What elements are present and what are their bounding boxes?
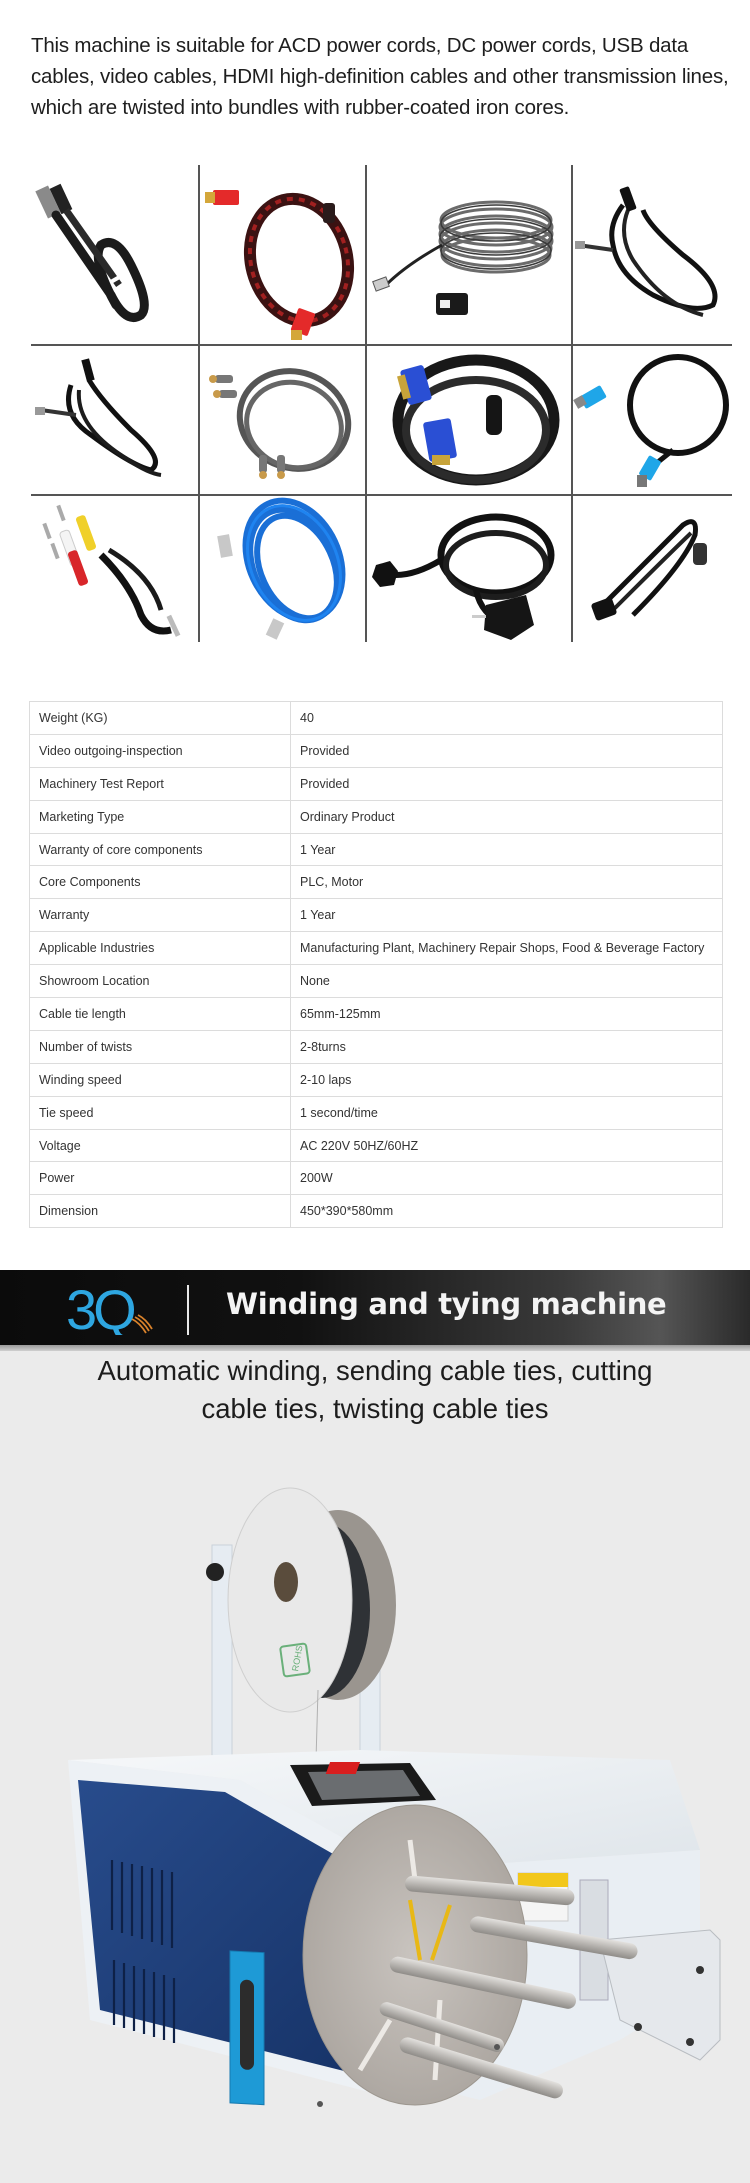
grid-divider (31, 344, 732, 346)
cable-image-usb-flat (31, 165, 198, 344)
svg-text:ROHS: ROHS (290, 1644, 305, 1673)
table-row (30, 1030, 723, 1063)
intro-description: This machine is suitable for ACD power cords, DC power cords, USB data cables, video cables, HDMI high-definition cables and other transmission lines, which are twisted into bundles with rubber-coated iron cores. (31, 34, 729, 119)
grid-divider (198, 165, 200, 642)
spec-value: 40 (291, 702, 723, 735)
spec-key: Marketing Type (30, 800, 291, 833)
cable-image-vga (366, 345, 572, 494)
dc-cable-icon (573, 165, 732, 344)
subtitle-line-1: Automatic winding, sending cable ties, cutting (97, 1355, 653, 1386)
table-row (30, 899, 723, 932)
spec-value: 1 Year (291, 833, 723, 866)
specifications-table (29, 701, 723, 1228)
table-row (30, 965, 723, 998)
table-row (30, 998, 723, 1031)
cable-image-dc-extension (573, 165, 732, 344)
spec-value: 200W (291, 1162, 723, 1195)
subtitle-line-2: cable ties, twisting cable ties (201, 1393, 549, 1424)
usb-flat-cable-icon (31, 165, 198, 344)
logo-divider (187, 1285, 189, 1335)
banner-title: Winding and tying machine (226, 1287, 667, 1321)
winding-tying-machine-icon (60, 1460, 730, 2120)
cable-image-hdmi-red (199, 165, 365, 344)
spec-key: Dimension (30, 1195, 291, 1228)
table-row (30, 833, 723, 866)
spec-value: 2-10 laps (291, 1063, 723, 1096)
spec-key: Power (30, 1162, 291, 1195)
spec-value: AC 220V 50HZ/60HZ (291, 1129, 723, 1162)
table-row (30, 866, 723, 899)
cable-image-dc-power (31, 345, 198, 494)
machine-photo (60, 1460, 730, 2120)
spec-key: Machinery Test Report (30, 767, 291, 800)
spec-value: 1 Year (291, 899, 723, 932)
spec-key: Video outgoing-inspection (30, 734, 291, 767)
spec-key: Showroom Location (30, 965, 291, 998)
spec-key: Winding speed (30, 1063, 291, 1096)
cable-image-usb-extension (366, 165, 572, 344)
table-row (30, 800, 723, 833)
spec-value: PLC, Motor (291, 866, 723, 899)
spec-value: 65mm-125mm (291, 998, 723, 1031)
3q-logo-icon (66, 1283, 156, 1335)
hdmi-blue-cable-icon (573, 345, 732, 494)
cable-image-usb-black (573, 495, 732, 642)
cable-image-ac-power (366, 495, 572, 642)
spec-value: 2-8turns (291, 1030, 723, 1063)
ethernet-cable-icon (199, 495, 365, 642)
grid-divider (571, 165, 573, 642)
usb-black-cable-icon (573, 495, 732, 642)
grid-divider (365, 165, 367, 642)
usb-extension-cable-icon (366, 165, 572, 344)
spec-key: Core Components (30, 866, 291, 899)
table-row (30, 702, 723, 735)
cable-types-image-grid (31, 165, 732, 642)
table-row (30, 932, 723, 965)
spec-key: Warranty (30, 899, 291, 932)
table-row (30, 1063, 723, 1096)
table-row (30, 734, 723, 767)
table-row (30, 1096, 723, 1129)
table-row (30, 1129, 723, 1162)
product-subtitle (0, 1352, 750, 1428)
table-row (30, 767, 723, 800)
table-row (30, 1195, 723, 1228)
spec-value: Manufacturing Plant, Machinery Repair Shops, Food & Beverage Factory (291, 932, 723, 965)
spec-value: Provided (291, 767, 723, 800)
spec-value: Ordinary Product (291, 800, 723, 833)
grid-divider (31, 494, 732, 496)
rca-audio-cable-icon (199, 345, 365, 494)
spec-value: 1 second/time (291, 1096, 723, 1129)
spec-key: Warranty of core components (30, 833, 291, 866)
svg-text:3Q: 3Q (66, 1283, 133, 1335)
dc-power-cable-icon (31, 345, 198, 494)
spec-key: Cable tie length (30, 998, 291, 1031)
spec-key: Number of twists (30, 1030, 291, 1063)
spec-key: Applicable Industries (30, 932, 291, 965)
av-cable-icon (31, 495, 198, 642)
brand-logo (66, 1283, 156, 1335)
ac-power-cord-icon (366, 495, 572, 642)
spec-value: Provided (291, 734, 723, 767)
hdmi-braided-cable-icon (199, 165, 365, 344)
cable-image-hdmi-blue (573, 345, 732, 494)
spec-key: Tie speed (30, 1096, 291, 1129)
spec-value: None (291, 965, 723, 998)
vga-cable-icon (366, 345, 572, 494)
cable-image-av-rca (31, 495, 198, 642)
table-row (30, 1162, 723, 1195)
cable-image-rca-audio (199, 345, 365, 494)
cable-image-ethernet (199, 495, 365, 642)
spec-key: Voltage (30, 1129, 291, 1162)
spec-value: 450*390*580mm (291, 1195, 723, 1228)
spec-key: Weight (KG) (30, 702, 291, 735)
